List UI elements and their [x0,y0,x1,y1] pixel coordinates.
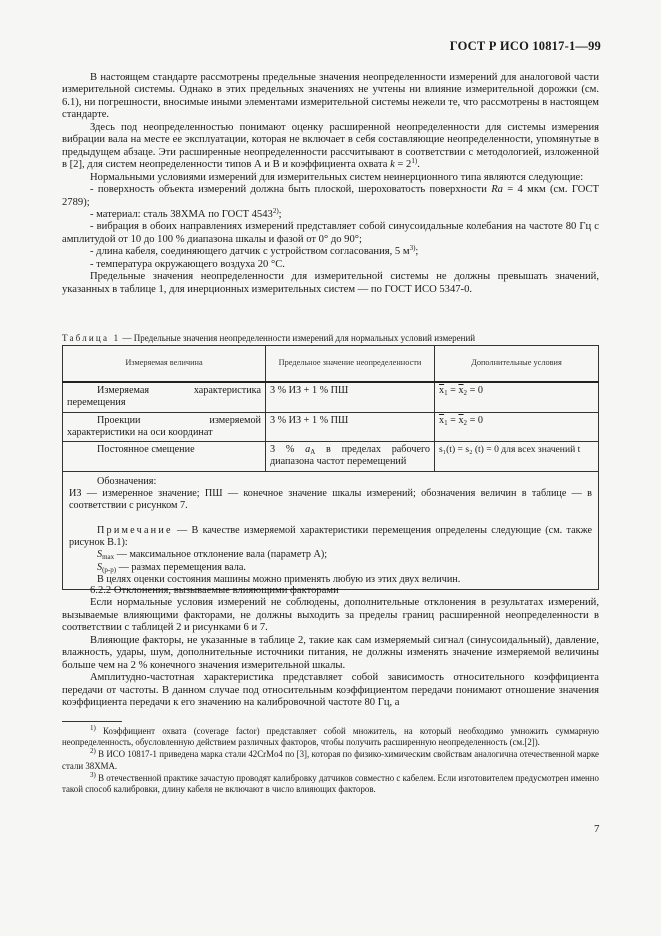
footnotes [62,726,599,796]
table-cell: 3 % ИЗ + 1 % ПШ [266,412,435,442]
table-cell: s₁(t) = s₂ (t) = 0 для всех значений t [435,442,599,472]
table-row [63,382,599,412]
paragraph: Амплитудно-частотная характеристика представляет собой зависимость относительного коэффициента передачи от частоты. В данном случае под относительным коэффициентом передачи понимают отношение значения коэффициента передачи к его значению на калибровочной частоте 80 Гц, а [62,672,599,709]
uncertainty-table [62,345,599,590]
column-header: Измеряемая величина [63,346,266,383]
notes-title: Обозначения: [97,475,157,487]
footnote: $^{1)}$ Коэффициент охвата (coverage factor) представляет собой множитель, на который необходимо умножить суммарную неопределенность, обусловленную действием различных факторов, чтобы получить расширенную неопределенность (см.[2]). [62,724,599,748]
footnote-divider [62,721,122,722]
paragraph: Здесь под неопределенностью понимают оценку расширенной неопределенности для системы измерения вибрации вала на месте ее эксплуатации, которая не включает в себя составляющие неопределенности, упомянутые в предыдущем абзаце. Эти расширенные неопределенности рассчитывают в соответствии с методологией, изложенной в [2], для систем неопределенности типов А и В и коэффициента охвата $k = 2^{1)}$. [62,121,599,171]
column-header: Предельное значение неопределенности [266,346,435,383]
footnote: $^{2)}$ В ИСО 10817-1 приведена марка стали 42CrMo4 по [3], которая по физико-химическим свойствам аналогична отечественной марке стали 38ХМА. [62,747,599,771]
paragraph: Если нормальные условия измерений не соблюдены, дополнительные отклонения в результатах измерений, вызываемые влияющими факторами, не должны выходить за пределы границ расширенной неопределенности в соответствии с таблицей 2 и рисунками 6 и 7. [62,597,599,634]
list-item: - материал: сталь 38ХМА по ГОСТ 4543$^{2)}$; [90,206,282,220]
section-heading: 6.2.2 Отклонения, вызываемые влияющими факторами [90,585,339,596]
paragraph: Влияющие факторы, не указанные в таблице 2, такие как сам измеряемый сигнал (синусоидальный), давление, влажность, удары, шум, дополнительные источники питания, не должны изменять значение измеряемой величины больше чем на 2 % конечного значения измерительной шкалы. [62,634,599,671]
document-header: ГОСТ Р ИСО 10817-1—99 [449,39,601,53]
notes-text: ИЗ — измеренное значение; ПШ — конечное значение шкалы измерений; обозначения величин в таблице — в соответствии с рисунком 7. [69,488,592,512]
table-cell: 3 % $a_A$ в пределах рабочего диапазона частот перемещений [266,442,435,472]
remark-spp: $S_{(p-p)}$ — размах перемещения вала. [97,561,246,574]
list-item: - вибрация в обоих направлениях измерений представляет собой синусоидальные колебания на частоте 80 Гц с амплитудой от 10 до 100 % диапазона шкалы и фазой от 0° до 90°; [62,221,599,245]
table-cell: Постоянное смещение [63,442,266,472]
paragraph: В настоящем стандарте рассмотрены предельные значения неопределенности измерений для аналоговой части измерительной системы. Однако в этих предельных значениях не учтены ни влияние измерительной дорожки (см. 6.1), ни погрешности, вносимые иными элементами измерительной системы нежели те, что рассмотрены в настоящем стандарте. [62,72,599,121]
page-number: 7 [594,823,600,835]
table-cell: Измеряемая характеристика перемещения [63,382,266,412]
list-item: - длина кабеля, соединяющего датчик с устройством согласования, 5 $м^{3)}$; [90,244,419,258]
list-item: - температура окружающего воздуха 20 °С. [90,258,285,270]
main-text-block-2 [62,585,599,710]
table-cell: Проекции измеряемой характеристики на оси координат [63,412,266,442]
main-text-block-1 [62,72,599,296]
footnote: $^{3)}$ В отечественной практике зачастую проводят калибровку датчиков совместно с кабелем. Если изготовителем предусмотрен именно такой способ калибровки, длину кабеля не включают в число влияющих факторов. [62,770,599,795]
column-header: Дополнительные условия [435,346,599,383]
remark-smax: $S_{max}$ — максимальное отклонение вала (параметр A); [97,549,328,562]
table-notes-row [63,471,599,589]
table-row [63,412,599,442]
paragraph: Предельные значения неопределенности для измерительной системы не должны превышать значений, указанных в таблице 1, для инерционных измерительных систем — по ГОСТ ИСО 5347-0. [62,271,599,295]
list-item: - поверхность объекта измерений должна быть плоской, шероховатость поверхности Ra = 4 мкм (см. ГОСТ 2789); [62,184,600,208]
table-header-row [63,346,599,383]
remark-last: В целях оценки состояния машины можно применять любую из этих двух величин. [97,573,461,585]
table-row [63,442,599,472]
table-cell: 3 % ИЗ + 1 % ПШ [266,382,435,412]
table-cell: $\overline{x}_1 = \overline{x}_2 = 0$ [435,412,599,442]
table-caption: Таблица 1 — Предельные значения неопределенности измерений для нормальных условий измерений [62,333,476,343]
table-notes [63,471,599,589]
table-cell: $\overline{x}_1 = \overline{x}_2 = 0$ [435,382,599,412]
paragraph: Нормальными условиями измерений для измерительных систем неинерционного типа являются следующие: [90,171,584,183]
remark: Примечание — В качестве измеряемой характеристики перемещения определены следующие (см. также рисунок В.1): [69,524,592,548]
